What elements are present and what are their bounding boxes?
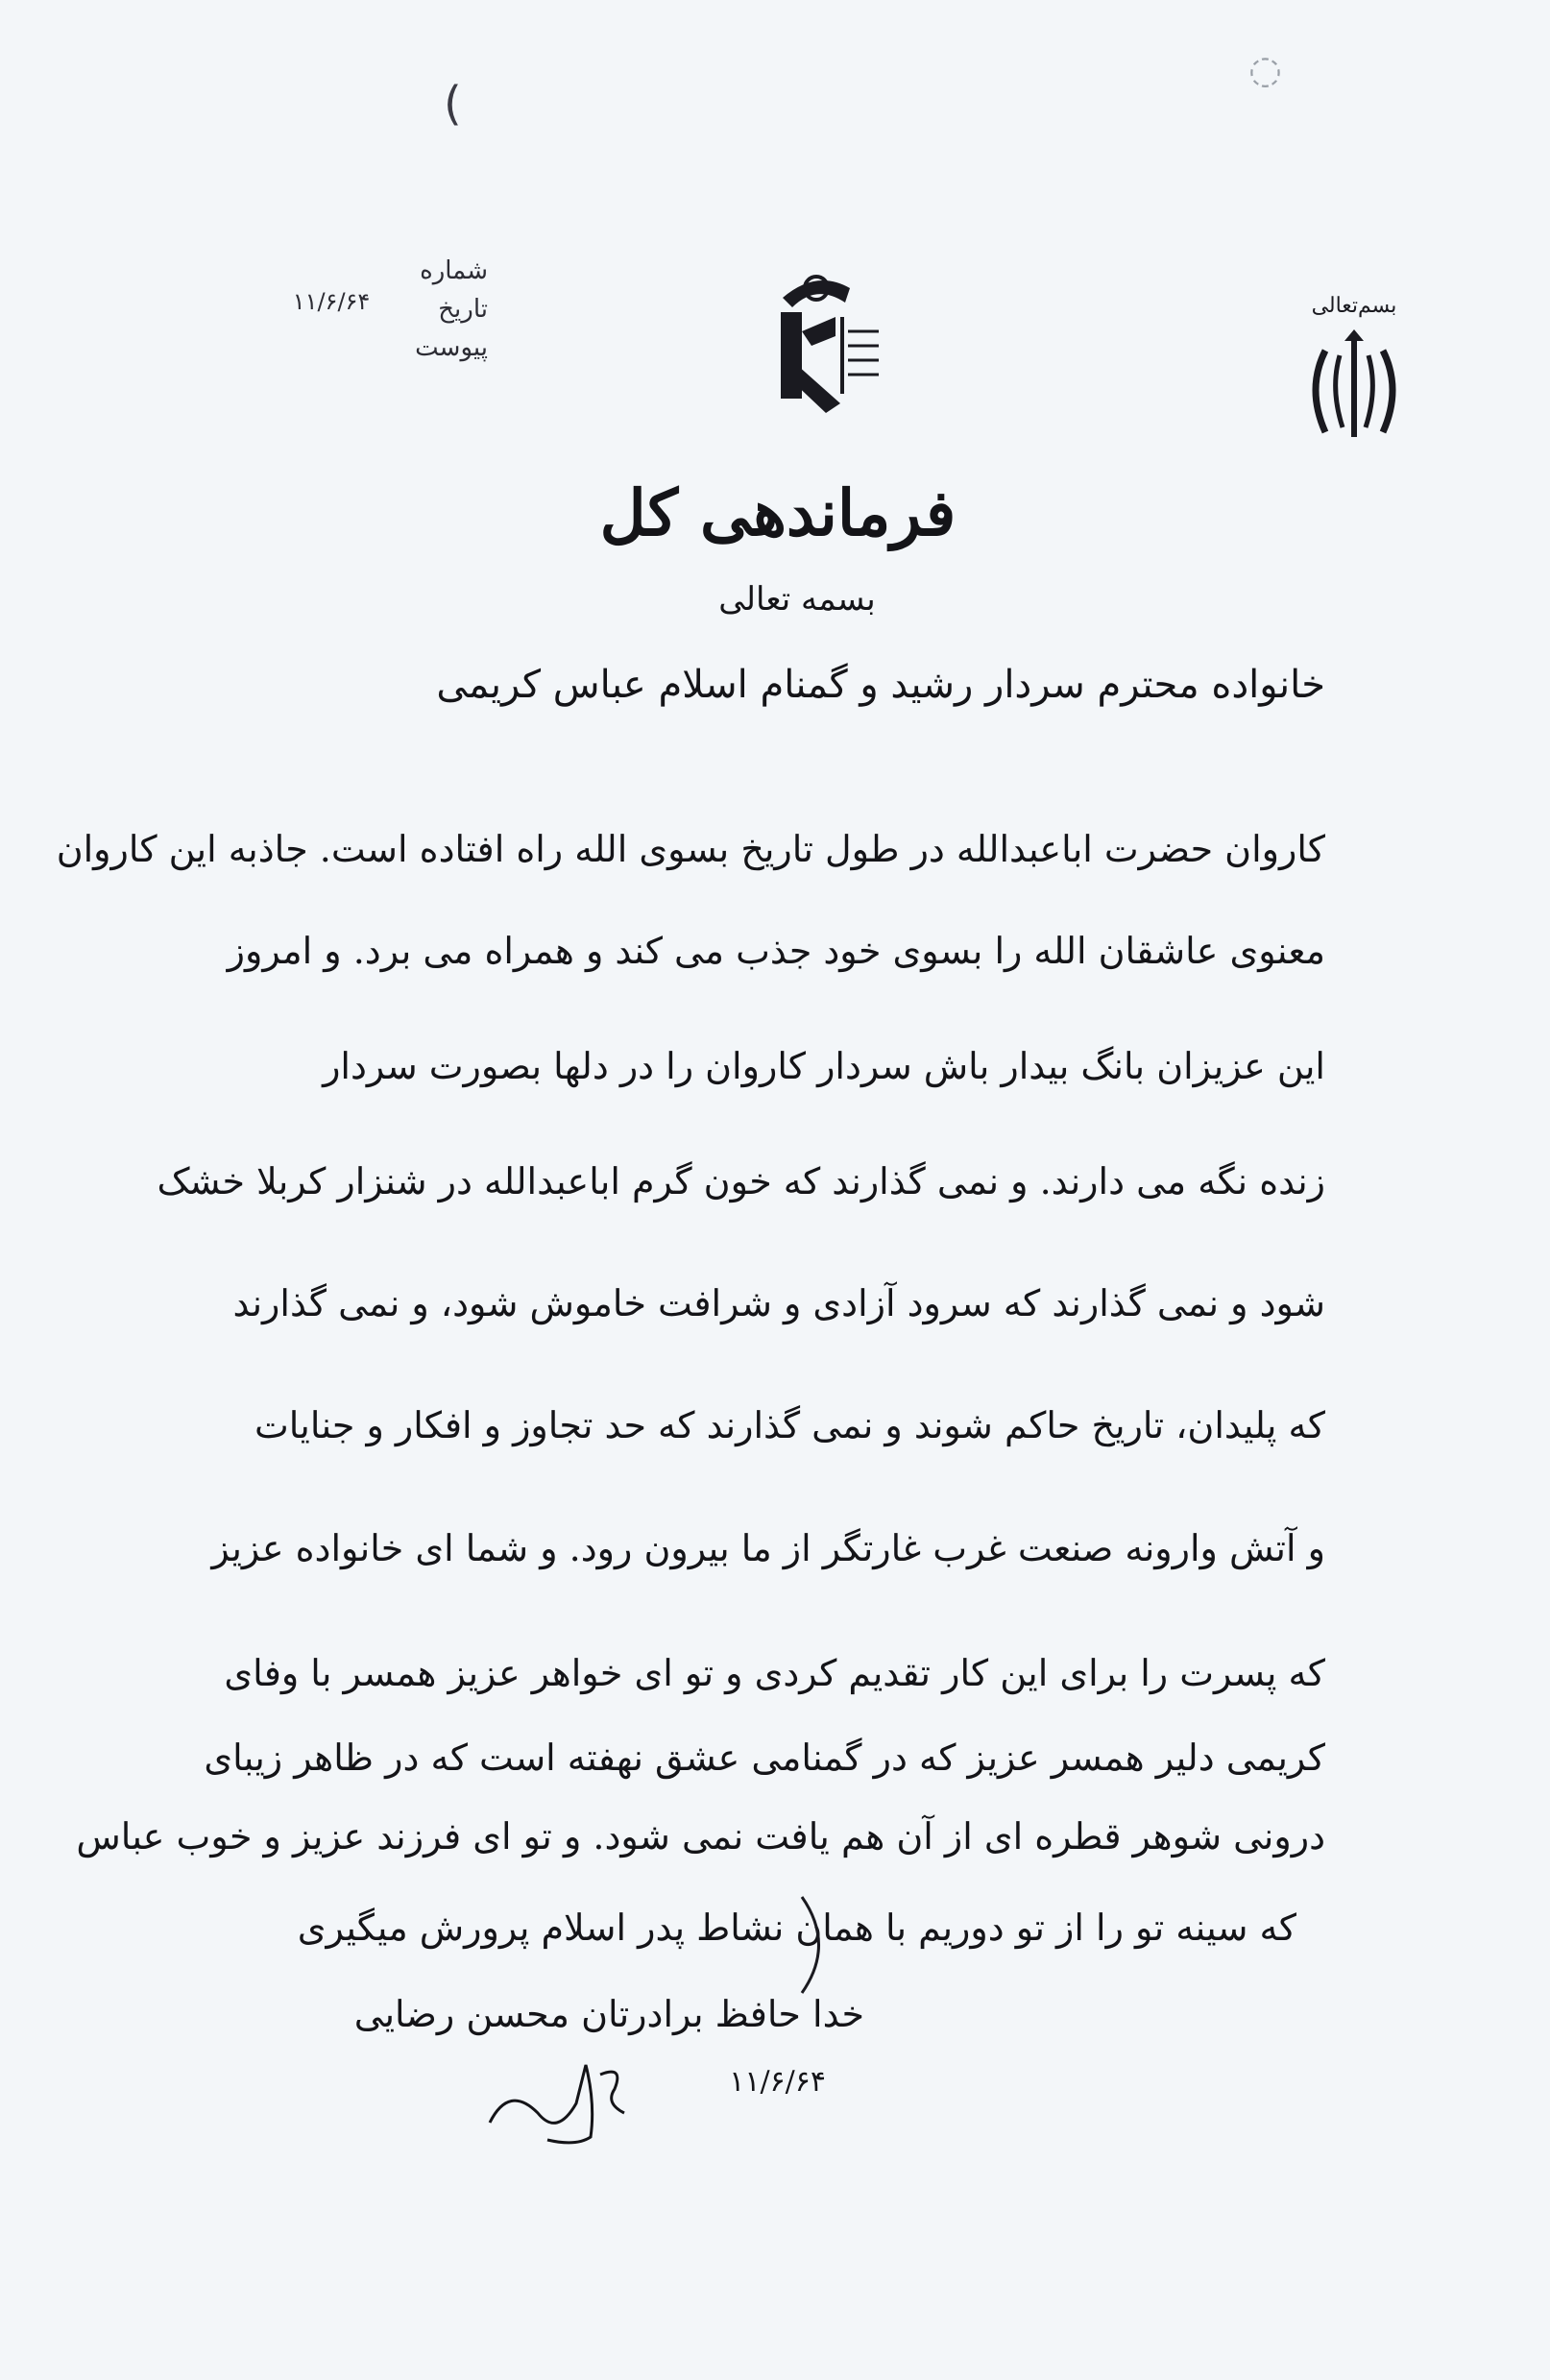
date-label: تاریخ	[438, 295, 488, 324]
date-value: ۱۱/۶/۶۴	[292, 288, 371, 315]
body-line: معنوی عاشقان الله را بسوی خود جذب می کند و همراه می برد. و امروز	[227, 930, 1325, 972]
body-line: درونی شوهر قطره ای از آن هم یافت نمی شود. و تو ای فرزند عزیز و خوب عباس	[76, 1815, 1325, 1858]
body-line: که پلیدان، تاریخ حاکم شوند و نمی گذارند که حد تجاوز و افکار و جنایات	[254, 1404, 1325, 1446]
basmala: بسمه تعالی	[718, 580, 876, 619]
body-line: که پسرت را برای این کار تقدیم کردی و تو ای خواهر عزیز همسر با وفای	[224, 1652, 1325, 1694]
letter-addressee: خانواده محترم سردار رشید و گمنام اسلام عباس کریمی	[436, 663, 1325, 707]
body-line: زنده نگه می دارند. و نمی گذارند که خون گرم اباعبدالله در شنزار کربلا خشک	[157, 1160, 1325, 1202]
closing-line: خدا حافظ برادرتان محسن رضایی	[353, 1993, 864, 2035]
body-line: کریمی دلیر همسر عزیز که در گمنامی عشق نهفته است که در ظاهر زیبای	[204, 1736, 1325, 1779]
attachment-label: پیوست	[415, 333, 488, 362]
letter-title: فرماندهی کل	[599, 475, 957, 550]
irgc-emblem-icon	[744, 259, 888, 427]
number-label: شماره	[420, 256, 488, 285]
signature-date: ۱۱/۶/۶۴	[729, 2065, 826, 2099]
body-line: این عزیزان بانگ بیدار باش سردار کاروان را در دلها بصورت سردار	[323, 1045, 1325, 1087]
body-line: و آتش وارونه صنعت غرب غارتگر از ما بیرون رود. و شما ای خانواده عزیز	[211, 1527, 1325, 1569]
body-line: کاروان حضرت اباعبدالله در طول تاریخ بسوی الله راه افتاده است. جاذبه این کاروان	[56, 828, 1325, 870]
body-line: شود و نمی گذارند که سرود آزادی و شرافت خاموش شود، و نمی گذارند	[232, 1282, 1325, 1324]
reference-fields	[401, 252, 488, 367]
closing-bracket	[797, 1892, 836, 1998]
svg-text:بسم‌تعالی: بسم‌تعالی	[1311, 294, 1397, 318]
signature	[480, 2046, 634, 2151]
body-line: که سینه تو را از تو دوریم با همان نشاط پدر اسلام پرورش میگیری	[297, 1906, 1296, 1949]
scan-mark-left: (	[444, 77, 462, 131]
scan-mark-right: ◌	[1248, 48, 1282, 92]
emblem-caption	[1287, 280, 1421, 307]
